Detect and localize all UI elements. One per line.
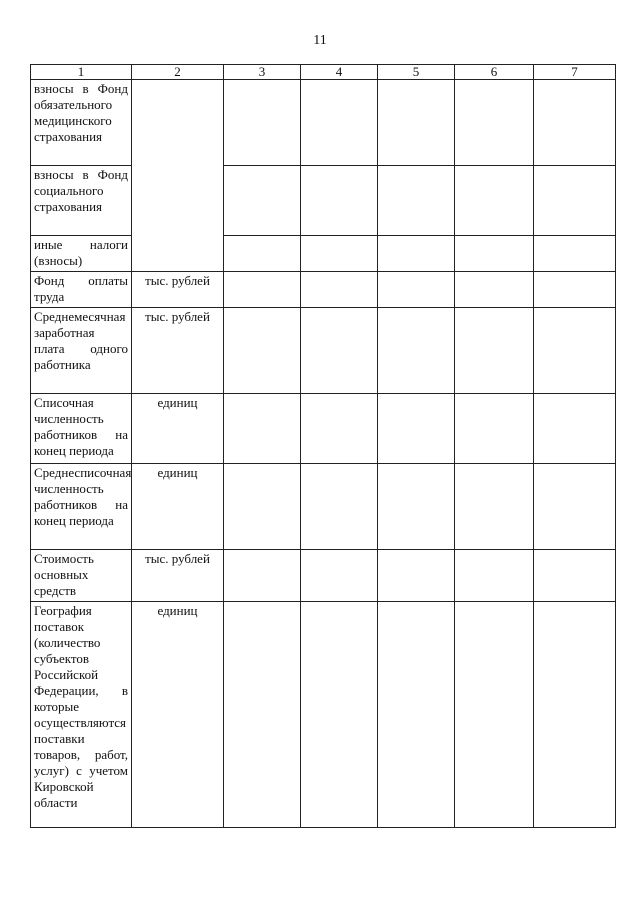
- column-header: 6: [455, 65, 534, 80]
- unit-cell: [132, 80, 224, 272]
- row-label: иные налоги (взносы): [31, 236, 132, 272]
- unit-cell: единиц: [132, 602, 224, 828]
- value-cell: [534, 602, 616, 828]
- value-cell: [534, 550, 616, 602]
- value-cell: [378, 80, 455, 166]
- value-cell: [224, 80, 301, 166]
- unit-cell: тыс. рублей: [132, 308, 224, 394]
- column-header: 5: [378, 65, 455, 80]
- table-row: [31, 550, 616, 602]
- value-cell: [534, 394, 616, 464]
- page-number: 11: [313, 33, 327, 48]
- data-table: [30, 64, 616, 828]
- value-cell: [224, 272, 301, 308]
- value-cell: [455, 394, 534, 464]
- value-cell: [455, 602, 534, 828]
- value-cell: [224, 602, 301, 828]
- value-cell: [378, 602, 455, 828]
- table-row: [31, 272, 616, 308]
- value-cell: [224, 166, 301, 236]
- unit-cell: тыс. рублей: [132, 272, 224, 308]
- table-row: [31, 166, 616, 236]
- value-cell: [301, 602, 378, 828]
- table-row: [31, 236, 616, 272]
- value-cell: [378, 272, 455, 308]
- row-label: Фонд оплаты труда: [31, 272, 132, 308]
- column-header: 2: [132, 65, 224, 80]
- value-cell: [224, 464, 301, 550]
- value-cell: [455, 308, 534, 394]
- row-label: Стоимость основных средств: [31, 550, 132, 602]
- value-cell: [455, 272, 534, 308]
- value-cell: [301, 272, 378, 308]
- row-label: География поставок (количество субъектов Российской Федерации, в которые осуществляются поставки товаров, работ, услуг) с учетом Кировской области: [31, 602, 132, 828]
- value-cell: [301, 464, 378, 550]
- row-label: взносы в Фонд социального страхования: [31, 166, 132, 236]
- value-cell: [534, 166, 616, 236]
- value-cell: [301, 236, 378, 272]
- column-header: 7: [534, 65, 616, 80]
- value-cell: [378, 550, 455, 602]
- row-label: Среднесписочная численность работников на конец периода: [31, 464, 132, 550]
- value-cell: [455, 464, 534, 550]
- table-row: [31, 602, 616, 828]
- header-row: [31, 65, 616, 80]
- value-cell: [455, 236, 534, 272]
- row-label: взносы в Фонд обязательного медицинского страхования: [31, 80, 132, 166]
- unit-cell: единиц: [132, 464, 224, 550]
- value-cell: [301, 80, 378, 166]
- value-cell: [224, 394, 301, 464]
- value-cell: [224, 308, 301, 394]
- value-cell: [224, 236, 301, 272]
- value-cell: [378, 394, 455, 464]
- value-cell: [301, 166, 378, 236]
- row-label: Среднемесячная заработная плата одного работника: [31, 308, 132, 394]
- value-cell: [301, 550, 378, 602]
- table-row: [31, 464, 616, 550]
- unit-cell: единиц: [132, 394, 224, 464]
- value-cell: [534, 80, 616, 166]
- column-header: 1: [31, 65, 132, 80]
- value-cell: [455, 166, 534, 236]
- value-cell: [455, 80, 534, 166]
- value-cell: [378, 236, 455, 272]
- value-cell: [378, 308, 455, 394]
- value-cell: [534, 308, 616, 394]
- row-label: Списочная численность работников на конец периода: [31, 394, 132, 464]
- value-cell: [455, 550, 534, 602]
- column-header: 4: [301, 65, 378, 80]
- value-cell: [378, 464, 455, 550]
- table-row: [31, 394, 616, 464]
- value-cell: [301, 394, 378, 464]
- table-row: [31, 80, 616, 166]
- value-cell: [534, 236, 616, 272]
- value-cell: [378, 166, 455, 236]
- value-cell: [301, 308, 378, 394]
- value-cell: [224, 550, 301, 602]
- table-row: [31, 308, 616, 394]
- value-cell: [534, 464, 616, 550]
- value-cell: [534, 272, 616, 308]
- column-header: 3: [224, 65, 301, 80]
- unit-cell: тыс. рублей: [132, 550, 224, 602]
